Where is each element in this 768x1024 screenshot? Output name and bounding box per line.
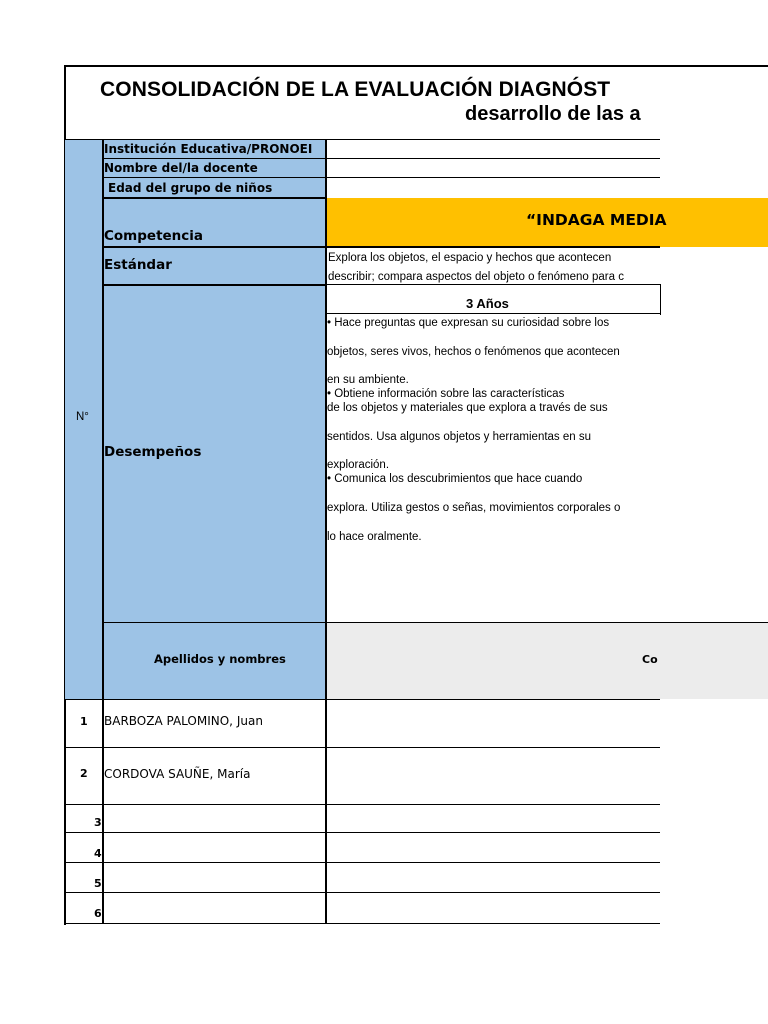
- grid-line: [103, 622, 768, 623]
- student-name[interactable]: [104, 876, 324, 892]
- grid-line: [103, 284, 326, 286]
- grid-line: [64, 923, 660, 924]
- desempeno-line: exploración.: [327, 459, 390, 471]
- age-header: 3 Años: [466, 296, 509, 311]
- label-apellidos: Apellidos y nombres: [154, 652, 286, 666]
- desempeno-line: lo hace oralmente.: [327, 531, 422, 543]
- desempeno-line: • Obtiene información sobre las características: [327, 388, 565, 400]
- row-number: 1: [80, 715, 88, 728]
- label-column-fill: [103, 140, 326, 699]
- label-competencia: Competencia: [104, 228, 204, 244]
- docente-input[interactable]: [327, 160, 660, 177]
- estandar-line: Explora los objetos, el espacio y hechos que acontecen: [328, 252, 612, 264]
- page-subtitle: desarrollo de las a: [465, 103, 641, 125]
- grid-line: [64, 862, 660, 863]
- offscreen-mask: [660, 699, 768, 929]
- desempenos-text: [327, 316, 660, 544]
- student-score-cell[interactable]: [327, 748, 660, 804]
- row-number: 5: [94, 877, 102, 890]
- institucion-input[interactable]: [327, 141, 660, 158]
- estandar-text: [328, 249, 660, 287]
- criteria-header-fill: [326, 623, 768, 699]
- label-numero: N°: [76, 411, 89, 423]
- edad-input[interactable]: [327, 179, 660, 196]
- desempeno-line: explora. Utiliza gestos o señas, movimientos corporales o: [327, 502, 621, 514]
- offscreen-mask: [660, 247, 768, 623]
- label-docente: Nombre del/la docente: [104, 161, 258, 175]
- criteria-header-label: Co: [642, 653, 658, 666]
- grid-line: [64, 139, 660, 140]
- offscreen-mask: [660, 140, 768, 198]
- row-number: 3: [94, 816, 102, 829]
- grid-line: [64, 832, 660, 833]
- desempeno-line: de los objetos y materiales que explora a través de sus: [327, 402, 608, 414]
- grid-line: [660, 284, 661, 315]
- student-name[interactable]: CORDOVA SAUÑE, María: [104, 767, 251, 781]
- grid-line: [103, 177, 660, 178]
- desempeno-line: en su ambiente.: [327, 374, 409, 386]
- desempeno-line: objetos, seres vivos, hechos o fenómenos que acontecen: [327, 346, 620, 358]
- estandar-line: describir; compara aspectos del objeto o fenómeno para c: [328, 271, 624, 283]
- page-title: CONSOLIDACIÓN DE LA EVALUACIÓN DIAGNÓST: [100, 78, 611, 101]
- student-name[interactable]: [104, 816, 324, 832]
- label-desempenos: Desempeños: [104, 444, 202, 460]
- row-number: 6: [94, 907, 102, 920]
- grid-line: [103, 246, 660, 248]
- label-institucion: Institución Educativa/PRONOEI: [104, 142, 313, 156]
- desempeno-line: • Comunica los descubrimientos que hace cuando: [327, 473, 583, 485]
- grid-line: [103, 197, 326, 199]
- student-name[interactable]: [104, 846, 324, 862]
- competencia-title: “INDAGA MEDIA: [526, 211, 667, 229]
- label-estandar: Estándar: [104, 257, 172, 273]
- row-number: 2: [80, 767, 88, 780]
- student-score-cell[interactable]: [327, 700, 660, 747]
- row-number: 4: [94, 847, 102, 860]
- student-name[interactable]: BARBOZA PALOMINO, Juan: [104, 714, 263, 728]
- grid-line: [64, 892, 660, 893]
- desempeno-line: • Hace preguntas que expresan su curiosidad sobre los: [327, 317, 610, 329]
- label-edad: Edad del grupo de niños: [108, 181, 273, 195]
- desempeno-line: sentidos. Usa algunos objetos y herramientas en su: [327, 431, 592, 443]
- grid-line: [64, 804, 660, 805]
- student-name[interactable]: [104, 906, 324, 922]
- grid-line: [103, 158, 660, 159]
